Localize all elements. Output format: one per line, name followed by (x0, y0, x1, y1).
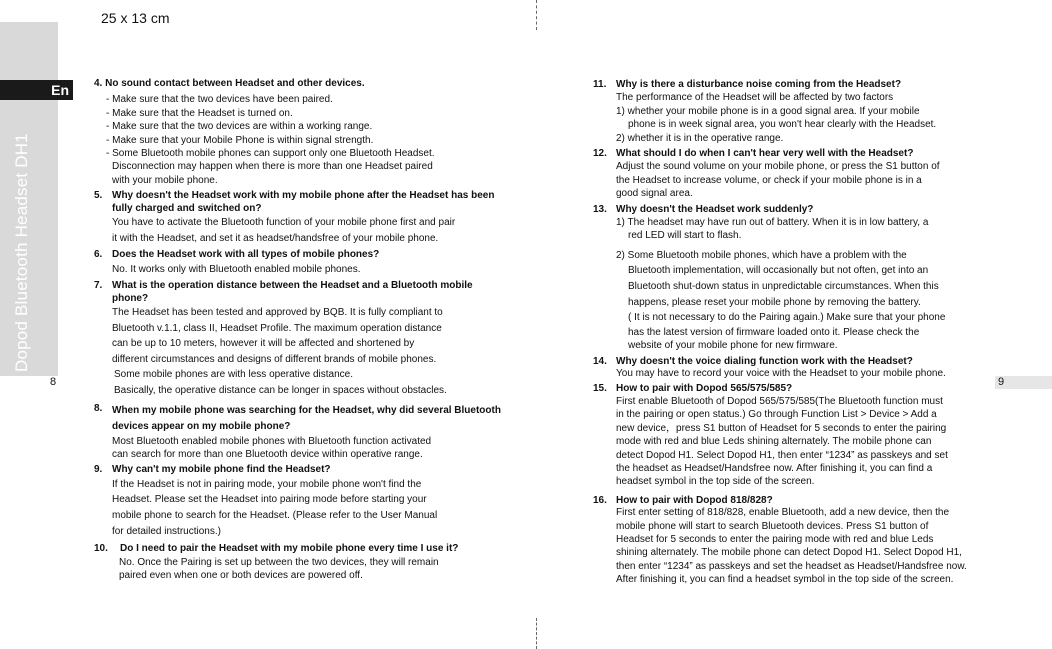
faq-answer-8 (112, 436, 504, 462)
faq-answer-10 (119, 557, 504, 583)
answer-line: new device，press S1 button of Headset for 5 seconds to enter the pairing (616, 422, 947, 434)
answer-line: Headset for 5 seconds to enter the pairing mode with red and blue Leds (616, 533, 934, 545)
faq-question-5: 5. Why doesn't the Headset work with my mobile phone after the Headset has been fully charged and switched on? (94, 190, 495, 214)
answer-line: for detailed instructions.) (112, 525, 221, 537)
answer-line: First enable Bluetooth of Dopod 565/575/585(The Bluetooth function must (616, 395, 943, 407)
answer-line: After finishing it, you can find a headset symbol in the top side of the screen. (616, 574, 954, 586)
faq-answer-6 (112, 263, 504, 278)
faq-question-7: 7. What is the operation distance between the Headset and a Bluetooth mobile phone? (94, 280, 473, 304)
answer-line: mobile phone to search for the Headset. (Please refer to the User Manual (112, 510, 438, 522)
answer-line: You may have to record your voice with the Headset to your mobile phone. (616, 368, 946, 380)
answer-line: paired even when one or both devices are powered off. (119, 570, 363, 582)
answer-line: 1) whether your mobile phone is in a good signal area. If your mobile (616, 105, 920, 117)
answer-line: can search for more than one Bluetooth device within operative range. (112, 449, 423, 461)
faq-answer-12 (616, 161, 1008, 200)
answer-line: with your mobile phone. (112, 174, 218, 186)
faq-answer-4 (106, 94, 504, 187)
answer-line: - Make sure that the two devices are within a working range. (106, 121, 373, 133)
answer-line: Bluetooth shut-down status in unpredictable circumstances. When this (628, 281, 939, 293)
faq-answer-11 (616, 92, 1008, 145)
answer-line: - Make sure that the two devices have been paired. (106, 94, 333, 106)
answer-line: 2) whether it is in the operative range. (616, 132, 784, 144)
language-tab (0, 80, 73, 100)
page-number-left: 8 (50, 376, 57, 388)
faq-question-15: 15. How to pair with Dopod 565/575/585? (593, 383, 793, 395)
faq-answer-13 (616, 217, 1008, 353)
answer-line: The performance of the Headset will be affected by two factors (616, 92, 894, 104)
faq-question-10: 10. Do I need to pair the Headset with my mobile phone every time I use it? (94, 543, 459, 555)
answer-line: the Headset to increase volume, or check if your mobile phone is in a (616, 174, 922, 186)
answer-line: red LED will start to flash. (628, 230, 742, 242)
answer-line: If the Headset is not in pairing mode, your mobile phone won't find the (112, 478, 422, 490)
answer-line: in the pairing or open status.) Go through Function List > Device > Add a (616, 409, 937, 421)
answer-line: mode with red and blue Leds shining alternately. The mobile phone can (616, 436, 932, 448)
sidebar-title: Dopod Bluetooth Headset DH1 (12, 133, 31, 372)
answer-line: 1) The headset may have run out of battery. When it is in low battery, a (616, 217, 929, 229)
answer-line: 2) Some Bluetooth mobile phones, which have a problem with the (616, 249, 907, 261)
right-column (593, 79, 1008, 588)
faq-question-4: 4. No sound contact between Headset and other devices. (94, 78, 365, 89)
answer-line: Disconnection may happen when there is more than one Headset paired (112, 161, 433, 173)
answer-line: - Make sure that your Mobile Phone is within signal strength. (106, 134, 374, 146)
faq-question-11: 11. Why is there a disturbance noise coming from the Headset? (593, 79, 902, 90)
faq-question-8: 8. When my mobile phone was searching for the Headset, why did several Bluetooth devices appear on my mobile phone? (94, 402, 501, 432)
answer-block (616, 249, 1008, 326)
answer-line: website of your mobile phone for new firmware. (628, 340, 838, 352)
faq-answer-9 (112, 478, 504, 539)
faq-answer-15 (616, 396, 1008, 489)
answer-line: Most Bluetooth enabled mobile phones with Bluetooth function activated (112, 435, 432, 447)
answer-line: - Make sure that the Headset is turned on. (106, 107, 293, 119)
faq-question-14: 14. Why doesn't the voice dialing function work with the Headset? (593, 355, 913, 367)
page-size-label: 25 x 13 cm (101, 10, 170, 26)
faq-answer-5 (112, 216, 504, 246)
answer-line: phone is in week signal area, you won't hear clearly with the Headset. (628, 119, 937, 131)
answer-line: First enter setting of 818/828, enable Bluetooth, add a new device, then the (616, 507, 950, 519)
answer-line: the headset as Headset/Handsfree now. After finishing it, you can find a (616, 462, 933, 474)
answer-line: Bluetooth implementation, will occasionally but not often, get into an (628, 265, 929, 277)
left-column (94, 78, 504, 583)
answer-line: ( It is not necessary to do the Pairing again.) Make sure that your phone (628, 312, 946, 324)
answer-line: Some mobile phones are with less operative distance. (114, 369, 354, 381)
answer-line: No. It works only with Bluetooth enabled mobile phones. (112, 263, 361, 275)
answer-line: Adjust the sound volume on your mobile phone, or press the S1 button of (616, 161, 940, 173)
answer-line: then enter “1234” as passkeys and set the headset as Headset/Handsfree now. (616, 560, 967, 572)
answer-line: shining alternately. The mobile phone can detect Dopod H1. Select Dopod H1, (616, 547, 962, 559)
answer-line: it with the Headset, and set it as headset/handsfree of your mobile phone. (112, 232, 439, 244)
answer-line: headset symbol in the top side of the screen. (616, 476, 815, 488)
answer-line: good signal area. (616, 188, 693, 200)
faq-question-9: 9. Why can't my mobile phone find the Headset? (94, 464, 331, 476)
faq-question-13: 13. Why doesn't the Headset work suddenly? (593, 203, 814, 215)
answer-line: Basically, the operative distance can be longer in spaces without obstacles. (114, 385, 447, 397)
faq-question-6: 6. Does the Headset work with all types of mobile phones? (94, 249, 380, 261)
page-number-right: 9 (998, 376, 1005, 388)
answer-line: The Headset has been tested and approved by BQB. It is fully compliant to (112, 307, 443, 319)
answer-line: Headset. Please set the Headset into pairing mode before starting your (112, 494, 427, 506)
answer-line: Bluetooth v.1.1, class II, Headset Profile. The maximum operation distance (112, 322, 442, 334)
answer-line: different circumstances and designs of different brands of mobile phones. (112, 353, 437, 365)
page-fold-divider-top (536, 0, 537, 30)
sidebar-band (0, 22, 58, 376)
faq-answer-16 (616, 507, 1008, 586)
answer-line: detect Dopod H1. Select Dopod H1, then enter “1234” as passkeys and set (616, 449, 948, 461)
page-fold-divider-bottom (536, 618, 537, 649)
answer-line: You have to activate the Bluetooth function of your mobile phone first and pair (112, 217, 456, 229)
answer-line: mobile phone will start to search Bluetooth devices. Press S1 button of (616, 520, 929, 532)
answer-line: - Some Bluetooth mobile phones can support only one Bluetooth Headset. (106, 148, 435, 160)
language-tab-label: En (51, 82, 69, 98)
answer-line: has the latest version of firmware loaded onto it. Please check the (628, 326, 920, 338)
answer-line: No. Once the Pairing is set up between the two devices, they will remain (119, 556, 439, 568)
answer-line: can be up to 10 meters, however it will be affected and shortened by (112, 338, 415, 350)
answer-line: happens, please reset your mobile phone by removing the battery. (628, 296, 921, 308)
faq-question-12: 12. What should I do when I can't hear very well with the Headset? (593, 148, 914, 160)
faq-answer-14 (616, 368, 1008, 380)
faq-answer-7 (112, 306, 504, 399)
faq-question-16: 16. How to pair with Dopod 818/828? (593, 494, 773, 506)
